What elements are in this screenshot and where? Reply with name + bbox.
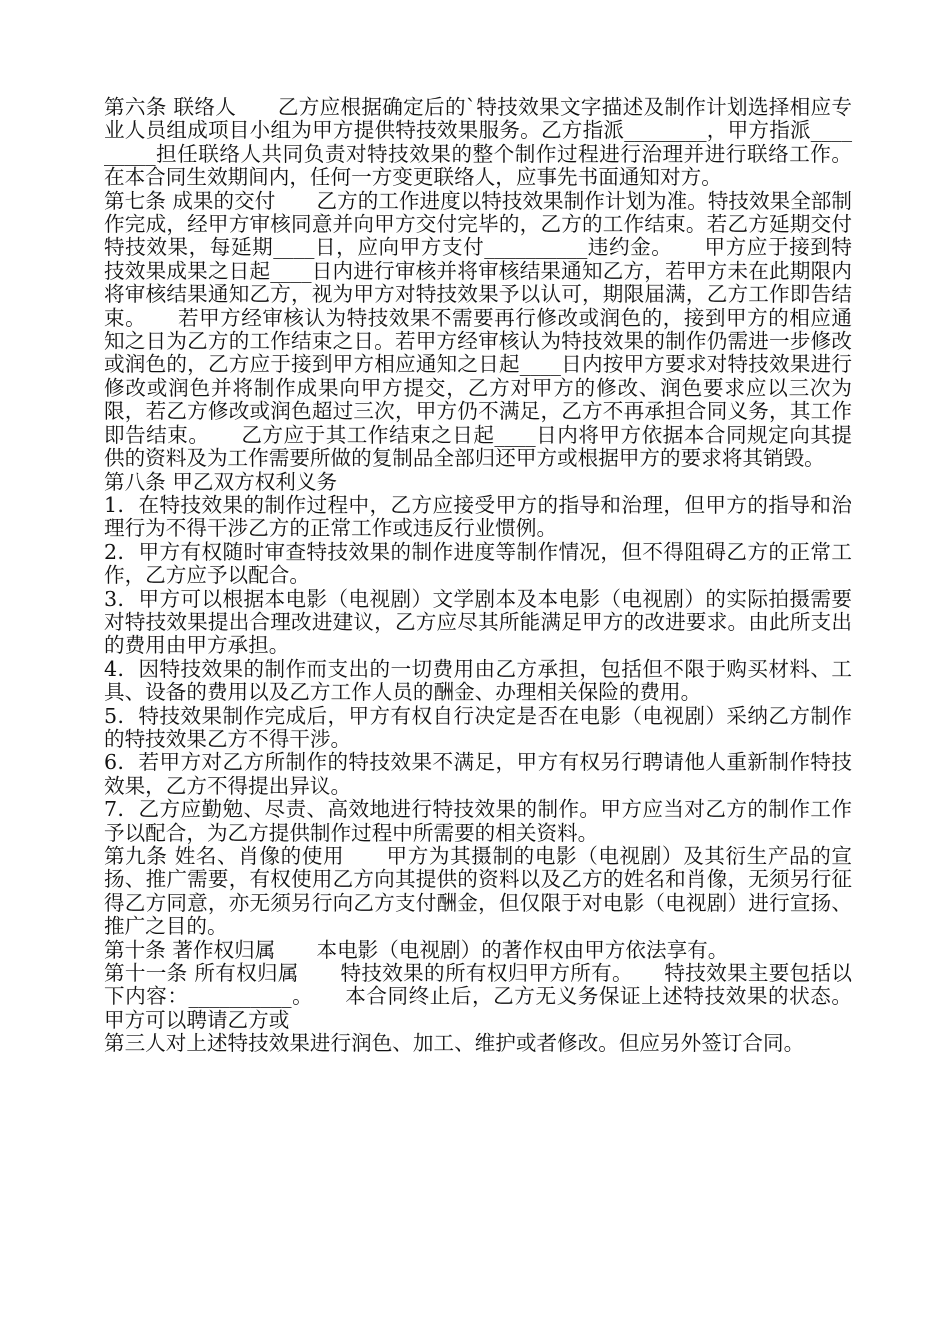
article-8-item-3: 3．甲方可以根据本电影（电视剧）文学剧本及本电影（电视剧）的实际拍摄需要对特技效果提出合理改进建议，乙方应尽其所能满足甲方的改进要求。由此所支出的费用由甲方承担。 [104, 586, 852, 658]
article-8-item-7: 7．乙方应勤勉、尽责、高效地进行特技效果的制作。甲方应当对乙方的制作工作予以配合，为乙方提供制作过程中所需要的相关资料。 [104, 797, 852, 845]
article-11-continuation: 第三人对上述特技效果进行润色、加工、维护或者修改。但应另外签订合同。 [104, 1031, 805, 1056]
article-11-ownership: 第十一条 所有权归属 特技效果的所有权归甲方所有。 特技效果主要包括以下内容：__________。 本合同终止后，乙方无义务保证上述特技效果的状态。甲方可以聘请乙方或 [104, 961, 852, 1032]
article-8-heading: 第八条 甲乙双方权利义务 [104, 469, 338, 494]
article-8-item-5: 5．特技效果制作完成后，甲方有权自行决定是否在电影（电视剧）采纳乙方制作的特技效果乙方不得干涉。 [104, 703, 852, 751]
article-8-item-6: 6．若甲方对乙方所制作的特技效果不满足，甲方有权另行聘请他人重新制作特技效果，乙方不得提出异议。 [104, 750, 852, 798]
article-7-delivery: 第七条 成果的交付 乙方的工作进度以特技效果制作计划为准。特技效果全部制作完成，经甲方审核同意并向甲方交付完毕的，乙方的工作结束。若乙方延期交付特技效果，每延期____日，应向甲方支付__________违约金。 甲方应于接到特技效果成果之日起____日内进行审核并将审核结果通知乙方，若甲方未在此期限内将审核结果通知乙方，视为甲方对特技效果予以认可，期限届满，乙方工作即告结束。 若甲方经审核认为特技效果不需要再行修改或润色的，接到甲方的相应通知之日为乙方的工作结束之日。若甲方经审核认为特技效果的制作仍需进一步修改或润色的，乙方应于接到甲方相应通知之日起____日内按甲方要求对特技效果进行修改或润色并将制作成果向甲方提交，乙方对甲方的修改、润色要求应以三次为限，若乙方修改或润色超过三次，甲方仍不满足，乙方不再承担合同义务，其工作即告结束。 乙方应于其工作结束之日起____日内将甲方依据本合同规定向其提供的资料及为工作需要所做的复制品全部归还甲方或根据甲方的要求将其销毁。 [104, 188, 852, 471]
article-10-copyright: 第十条 著作权归属 本电影（电视剧）的著作权由甲方依法享有。 [104, 937, 729, 962]
article-8-item-1: 1．在特技效果的制作过程中，乙方应接受甲方的指导和治理，但甲方的指导和治理行为不得干涉乙方的正常工作或违反行业惯例。 [104, 492, 852, 541]
article-6-contact-person: 第六条 联络人 乙方应根据确定后的`特技效果文字描述及制作计划选择相应专业人员组成项目小组为甲方提供特技效果服务。乙方指派________，甲方指派_________担任联络人共同负责对特技效果的整个制作过程进行治理并进行联络工作。在本合同生效期间内，任何一方变更联络人，应事先书面通知对方。 [104, 95, 852, 190]
article-8-item-2: 2．甲方有权随时审查特技效果的制作进度等制作情况，但不得阻碍乙方的正常工作，乙方应予以配合。 [104, 539, 852, 588]
contract-page [104, 96, 852, 1056]
article-8-item-4: 4．因特技效果的制作而支出的一切费用由乙方承担，包括但不限于购买材料、工具、设备的费用以及乙方工作人员的酬金、办理相关保险的费用。 [104, 656, 852, 705]
article-9-name-portrait: 第九条 姓名、肖像的使用 甲方为其摄制的电影（电视剧）及其衍生产品的宣扬、推广需要，有权使用乙方向其提供的资料以及乙方的姓名和肖像，无须另行征得乙方同意，亦无须另行向乙方支付酬金，但仅限于对电影（电视剧）进行宣扬、推广之目的。 [104, 844, 852, 939]
